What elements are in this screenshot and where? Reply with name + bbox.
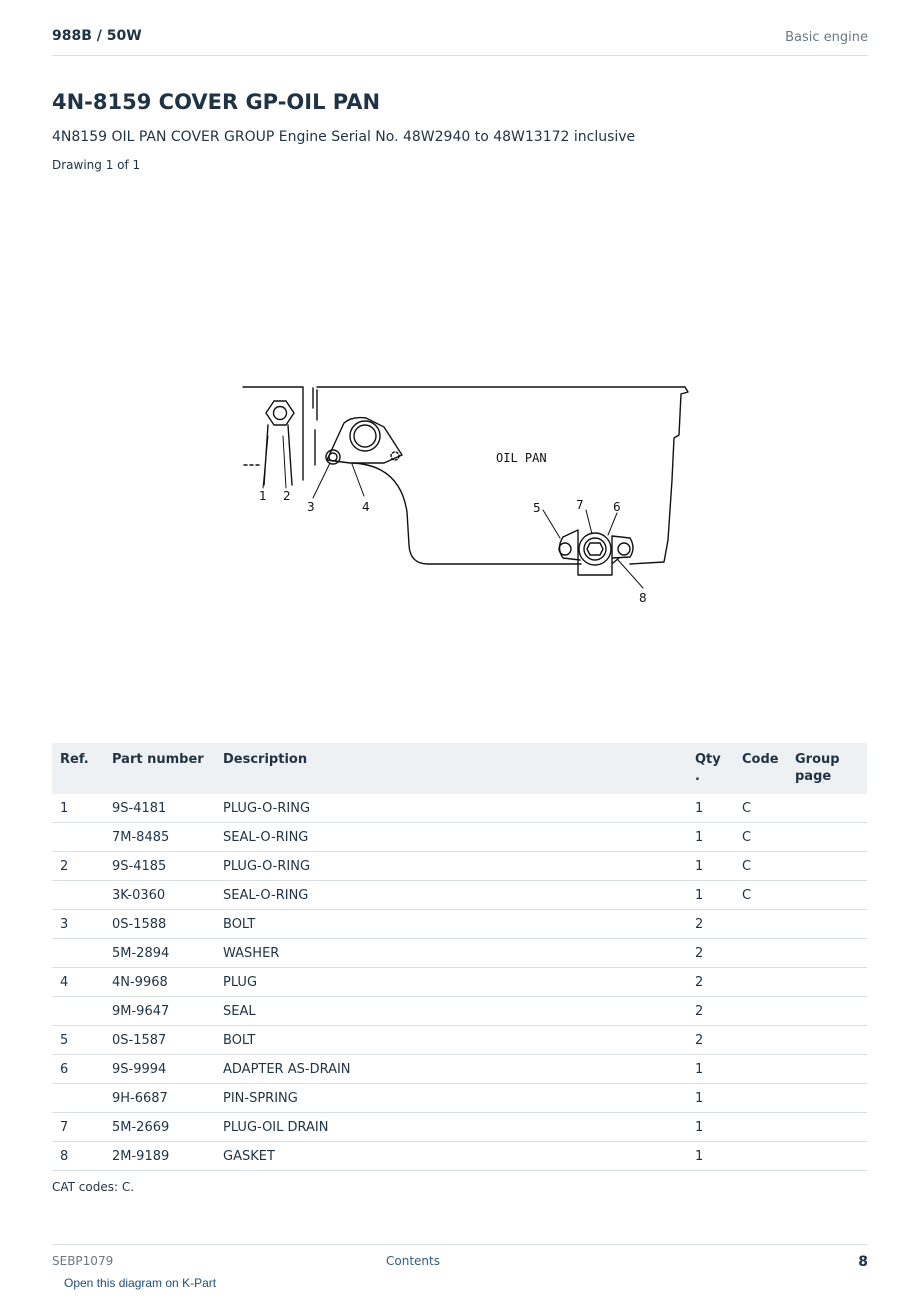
row-group-page (787, 1026, 867, 1055)
row-group-page (787, 852, 867, 881)
document-id: SEBP1079 (52, 1254, 114, 1268)
row-code (734, 1084, 787, 1113)
table-row (52, 1113, 867, 1142)
row-ref (52, 823, 104, 852)
row-ref (52, 997, 104, 1026)
row-part-number: 2M-9189 (104, 1142, 215, 1171)
row-group-page (787, 823, 867, 852)
callout-5: 5 (533, 501, 541, 515)
table-row (52, 881, 867, 910)
row-description: PLUG-O-RING (215, 852, 687, 881)
row-code (734, 939, 787, 968)
row-group-page (787, 794, 867, 823)
col-group-page (787, 743, 867, 794)
row-description: SEAL-O-RING (215, 881, 687, 910)
row-group-page (787, 910, 867, 939)
row-code (734, 1055, 787, 1084)
row-qty: 2 (687, 997, 734, 1026)
table-row (52, 1084, 867, 1113)
row-part-number: 9M-9647 (104, 997, 215, 1026)
row-code: C (734, 852, 787, 881)
model-label: 988B / 50W (52, 28, 142, 44)
parts-table-body (52, 794, 867, 1171)
row-part-number: 0S-1588 (104, 910, 215, 939)
drawing-count: Drawing 1 of 1 (52, 158, 141, 172)
row-ref: 6 (52, 1055, 104, 1084)
row-ref (52, 881, 104, 910)
row-code: C (734, 823, 787, 852)
row-part-number: 0S-1587 (104, 1026, 215, 1055)
col-code: Code (734, 743, 787, 794)
row-part-number: 9S-4185 (104, 852, 215, 881)
row-part-number: 3K-0360 (104, 881, 215, 910)
col-qty-dot: . (695, 769, 700, 784)
row-code: C (734, 794, 787, 823)
col-qty (687, 743, 734, 794)
callout-4: 4 (362, 500, 370, 514)
row-group-page (787, 939, 867, 968)
row-qty: 1 (687, 1113, 734, 1142)
row-ref: 2 (52, 852, 104, 881)
col-part-number: Part number (104, 743, 215, 794)
section-label: Basic engine (785, 30, 868, 45)
row-code (734, 1142, 787, 1171)
page-subtitle: 4N8159 OIL PAN COVER GROUP Engine Serial No. 48W2940 to 48W13172 inclusive (52, 129, 636, 145)
row-qty: 1 (687, 1142, 734, 1171)
row-group-page (787, 1084, 867, 1113)
callout-2: 2 (283, 489, 291, 503)
table-row (52, 968, 867, 997)
table-row (52, 1142, 867, 1171)
callout-7: 7 (576, 498, 584, 512)
callout-6: 6 (613, 500, 621, 514)
row-qty: 2 (687, 968, 734, 997)
table-row (52, 939, 867, 968)
oil-pan-label: OIL PAN (496, 451, 547, 465)
row-description: PLUG (215, 968, 687, 997)
row-qty: 2 (687, 910, 734, 939)
row-description: BOLT (215, 910, 687, 939)
col-page-text: page (795, 769, 832, 784)
col-description: Description (215, 743, 687, 794)
row-description: GASKET (215, 1142, 687, 1171)
row-code: C (734, 881, 787, 910)
row-part-number: 4N-9968 (104, 968, 215, 997)
row-code (734, 968, 787, 997)
table-row (52, 910, 867, 939)
row-qty: 1 (687, 794, 734, 823)
row-code (734, 997, 787, 1026)
table-row (52, 794, 867, 823)
row-code (734, 910, 787, 939)
row-part-number: 5M-2669 (104, 1113, 215, 1142)
row-qty: 2 (687, 1026, 734, 1055)
row-description: BOLT (215, 1026, 687, 1055)
row-qty: 1 (687, 823, 734, 852)
row-description: ADAPTER AS-DRAIN (215, 1055, 687, 1084)
cat-codes-note: CAT codes: C. (52, 1180, 135, 1194)
row-ref: 5 (52, 1026, 104, 1055)
row-ref: 1 (52, 794, 104, 823)
table-row (52, 823, 867, 852)
col-qty-text: Qty (695, 752, 721, 767)
col-group-text: Group (795, 752, 840, 767)
parts-table (52, 743, 867, 1171)
callout-1: 1 (259, 489, 267, 503)
table-row (52, 1026, 867, 1055)
row-description: PLUG-OIL DRAIN (215, 1113, 687, 1142)
col-ref: Ref. (52, 743, 104, 794)
row-part-number: 9S-4181 (104, 794, 215, 823)
table-row (52, 1055, 867, 1084)
row-qty: 1 (687, 881, 734, 910)
row-part-number: 5M-2894 (104, 939, 215, 968)
row-ref: 4 (52, 968, 104, 997)
contents-link[interactable]: Contents (386, 1254, 440, 1268)
row-ref: 3 (52, 910, 104, 939)
row-group-page (787, 1142, 867, 1171)
row-description: PLUG-O-RING (215, 794, 687, 823)
row-part-number: 9S-9994 (104, 1055, 215, 1084)
table-row (52, 852, 867, 881)
row-code (734, 1026, 787, 1055)
row-ref (52, 939, 104, 968)
row-group-page (787, 1055, 867, 1084)
page-number: 8 (858, 1254, 868, 1270)
row-ref (52, 1084, 104, 1113)
row-group-page (787, 881, 867, 910)
callout-8: 8 (639, 591, 647, 605)
row-group-page (787, 1113, 867, 1142)
row-qty: 1 (687, 852, 734, 881)
row-qty: 1 (687, 1084, 734, 1113)
row-code (734, 1113, 787, 1142)
row-ref: 8 (52, 1142, 104, 1171)
callout-3: 3 (307, 500, 315, 514)
row-description: SEAL-O-RING (215, 823, 687, 852)
open-kpart-link[interactable]: Open this diagram on K-Part (64, 1276, 217, 1290)
page-footer (52, 1244, 868, 1275)
row-group-page (787, 997, 867, 1026)
page-header (52, 28, 868, 56)
row-description: WASHER (215, 939, 687, 968)
row-ref: 7 (52, 1113, 104, 1142)
row-qty: 1 (687, 1055, 734, 1084)
row-part-number: 9H-6687 (104, 1084, 215, 1113)
row-description: PIN-SPRING (215, 1084, 687, 1113)
page-title: 4N-8159 COVER GP-OIL PAN (52, 90, 381, 114)
row-qty: 2 (687, 939, 734, 968)
oil-pan-diagram (0, 180, 920, 720)
table-row (52, 997, 867, 1026)
table-header-row (52, 743, 867, 794)
row-description: SEAL (215, 997, 687, 1026)
row-part-number: 7M-8485 (104, 823, 215, 852)
row-group-page (787, 968, 867, 997)
